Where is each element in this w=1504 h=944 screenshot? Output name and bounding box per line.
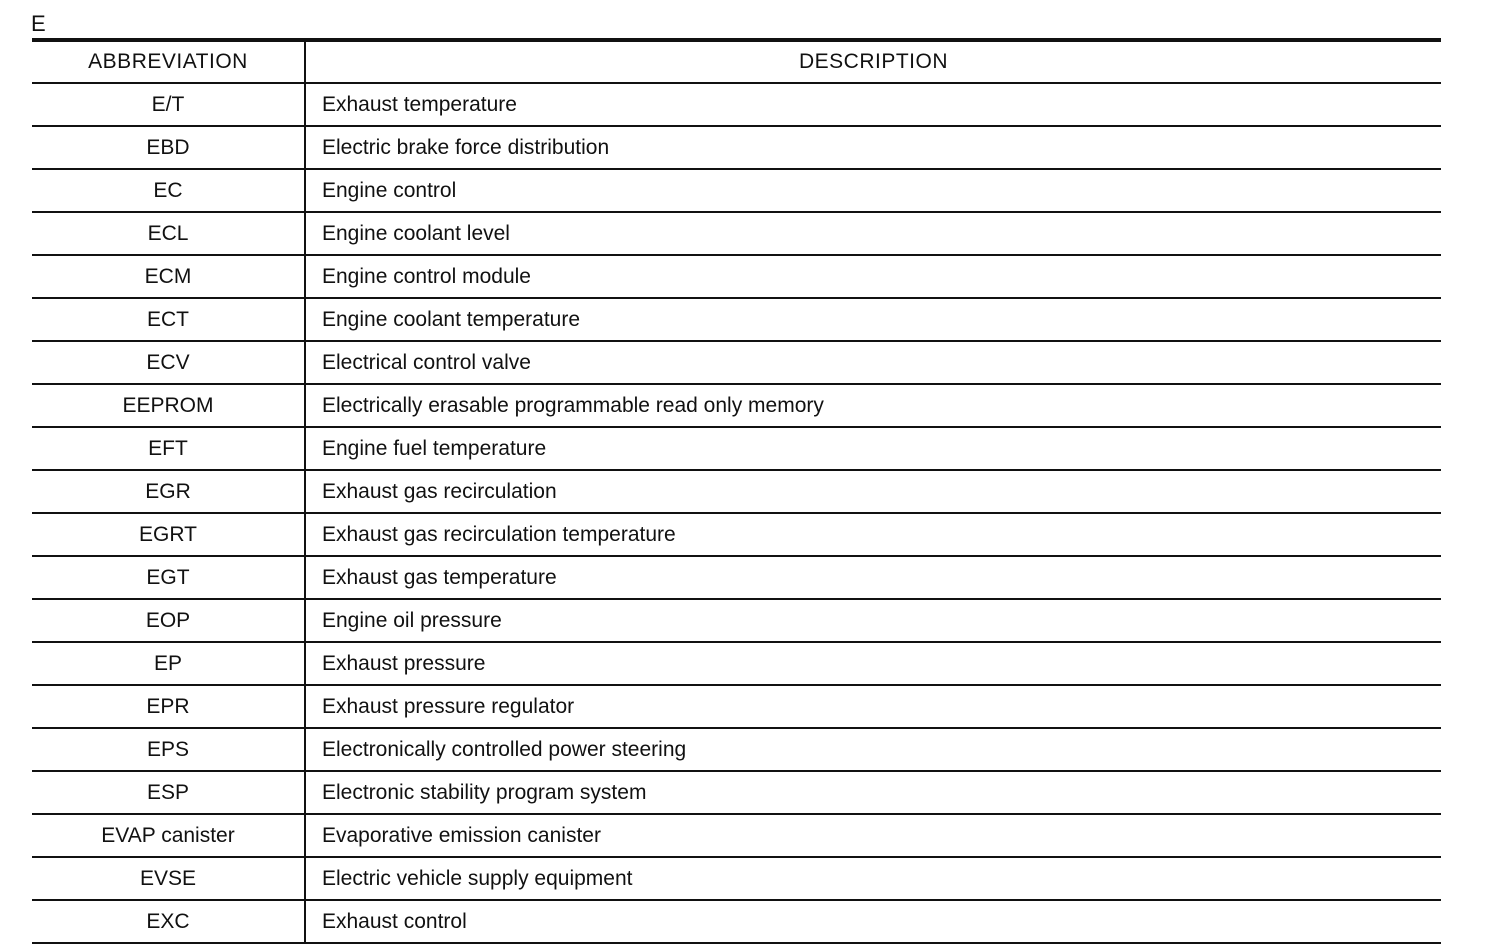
abbreviation-cell: EEPROM — [32, 384, 305, 427]
table-header-row — [32, 40, 1441, 83]
abbreviation-cell: ECV — [32, 341, 305, 384]
description-cell: Engine oil pressure — [305, 599, 1441, 642]
table-row — [32, 169, 1441, 212]
table-row — [32, 814, 1441, 857]
abbreviation-cell: EVAP canister — [32, 814, 305, 857]
description-cell: Exhaust gas temperature — [305, 556, 1441, 599]
section-letter: E — [31, 11, 46, 36]
description-cell: Electric brake force distribution — [305, 126, 1441, 169]
abbreviation-cell: EP — [32, 642, 305, 685]
abbreviation-cell: EVSE — [32, 857, 305, 900]
table-row — [32, 427, 1441, 470]
table-row — [32, 384, 1441, 427]
table-row — [32, 642, 1441, 685]
description-cell: Electrically erasable programmable read only memory — [305, 384, 1441, 427]
abbreviation-column-header: ABBREVIATION — [32, 40, 305, 83]
description-cell: Electronic stability program system — [305, 771, 1441, 814]
description-column-header: DESCRIPTION — [305, 40, 1441, 83]
description-cell: Electronically controlled power steering — [305, 728, 1441, 771]
abbreviation-cell: EOP — [32, 599, 305, 642]
table-row — [32, 685, 1441, 728]
description-cell: Electrical control valve — [305, 341, 1441, 384]
table-row — [32, 212, 1441, 255]
abbreviation-cell: EGR — [32, 470, 305, 513]
table-row — [32, 255, 1441, 298]
table-row — [32, 599, 1441, 642]
abbreviation-cell: ESP — [32, 771, 305, 814]
table-body — [32, 83, 1441, 943]
table-row — [32, 341, 1441, 384]
abbreviation-cell: EC — [32, 169, 305, 212]
description-cell: Exhaust gas recirculation temperature — [305, 513, 1441, 556]
table-row — [32, 513, 1441, 556]
abbreviation-cell: EXC — [32, 900, 305, 943]
table-row — [32, 298, 1441, 341]
description-cell: Engine control — [305, 169, 1441, 212]
table-row — [32, 556, 1441, 599]
table-row — [32, 470, 1441, 513]
abbreviation-cell: EBD — [32, 126, 305, 169]
description-cell: Evaporative emission canister — [305, 814, 1441, 857]
abbreviation-cell: EFT — [32, 427, 305, 470]
description-cell: Engine coolant level — [305, 212, 1441, 255]
table-row — [32, 126, 1441, 169]
description-cell: Exhaust pressure regulator — [305, 685, 1441, 728]
abbreviation-cell: ECL — [32, 212, 305, 255]
description-cell: Engine coolant temperature — [305, 298, 1441, 341]
abbreviation-table — [32, 38, 1441, 944]
description-cell: Electric vehicle supply equipment — [305, 857, 1441, 900]
abbreviation-cell: EGRT — [32, 513, 305, 556]
description-cell: Engine control module — [305, 255, 1441, 298]
description-cell: Exhaust temperature — [305, 83, 1441, 126]
table-row — [32, 728, 1441, 771]
abbreviation-cell: E/T — [32, 83, 305, 126]
abbreviation-cell: ECM — [32, 255, 305, 298]
description-cell: Exhaust control — [305, 900, 1441, 943]
table-row — [32, 83, 1441, 126]
table-row — [32, 857, 1441, 900]
abbreviation-cell: ECT — [32, 298, 305, 341]
abbreviation-cell: EPR — [32, 685, 305, 728]
abbreviation-cell: EGT — [32, 556, 305, 599]
description-cell: Engine fuel temperature — [305, 427, 1441, 470]
abbreviation-cell: EPS — [32, 728, 305, 771]
description-cell: Exhaust gas recirculation — [305, 470, 1441, 513]
table-row — [32, 900, 1441, 943]
description-cell: Exhaust pressure — [305, 642, 1441, 685]
table-row — [32, 771, 1441, 814]
